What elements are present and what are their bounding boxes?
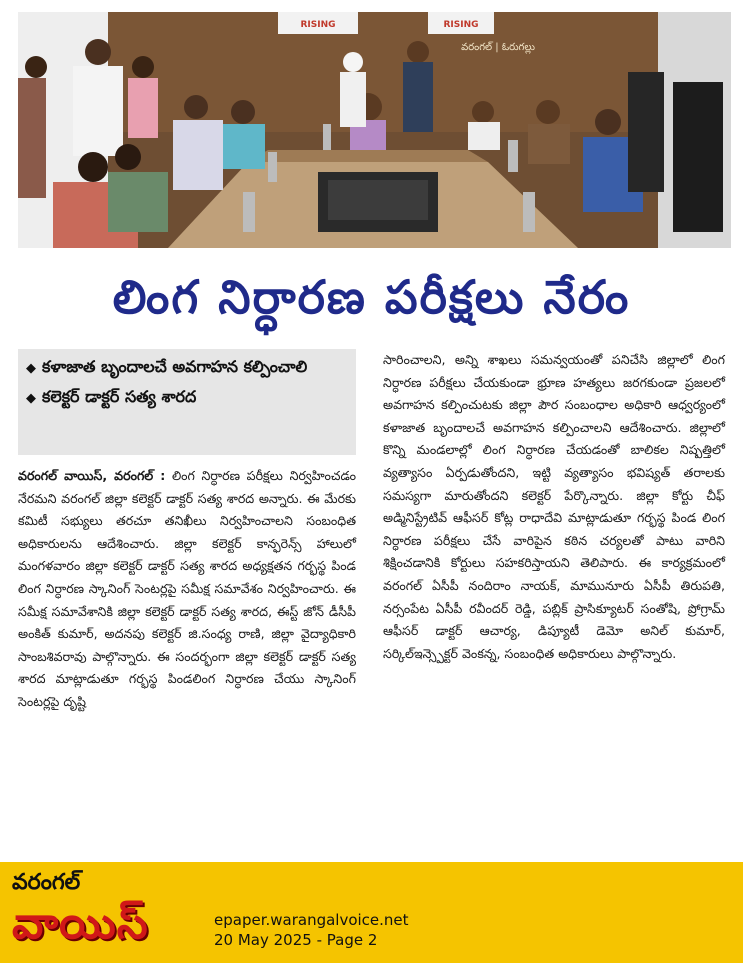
wall-text: వరంగల్ | ఓరుగల్లు: [461, 42, 535, 53]
article-column-left: [18, 465, 356, 714]
banner-right-text: RISING: [443, 20, 479, 30]
logo-top-text: వరంగల్: [12, 870, 81, 895]
banner-left-text: RISING: [300, 20, 336, 30]
logo-big-text: వాయిస్: [12, 898, 149, 949]
meeting-photo: [18, 12, 731, 248]
article-body-right: సారించాలని, అన్ని శాఖలు సమన్వయంతో పనిచేసి జిల్లాలో లింగ నిర్ధారణ పరీక్షలు చేయకుండా భ్రూణ హత్యలు జరగకుండా ప్రజలలో అవగాహన కల్పించుటకు జిల్లా పౌర సంబంధాల అధికారి ఆధ్వర్యంలో కళాజాత బృందాలచే అవగాహన కల్పించాలని ఆదేశించారు. జిల్లాలో కొన్ని మండలాల్లో లింగ నిర్ధారణ చేయడంతో బాలికల నిష్పత్తిలో వ్యత్యాసం ఏర్పడుతోందని, ఇట్టి వ్యత్యాసం భవిష్యత్ తరాలకు సమస్యగా మారుతోందని కలెక్టర్ పేర్కొన్నారు. జిల్లా కోర్టు చీఫ్ అడ్మినిస్ట్రేటివ్ ఆఫీసర్ కోట్ల రాధాదేవి మాట్లాడుతూ గర్భస్థ పిండ లింగ నిర్ధారణ పరీక్షలు చేసే వారిపైన కఠిన చర్యలతో పాటు వారిని శిక్షించడానికి కోర్టులు సహకరిస్తాయని తెలిపారు. ఈ కార్యక్రమంలో వరంగల్ ఏసీపీ నందిరాం నాయక్, మామునూరు ఏసీపీ తిరుపతి, నర్సంపేట ఏసీపీ రవీందర్ రెడ్డి, పబ్లిక్ ప్రాసిక్యూటర్ సంతోషి, ప్రోగ్రామ్ ఆఫీసర్ డాక్టర్ ఆచార్య, డిప్యూటీ డెమో అనిల్ కుమార్, సర్కిల్ఇన్స్పెక్టర్ వెంకన్న, సంబంధిత అధికారులు పాల్గొన్నారు.: [383, 352, 725, 661]
footer-site-url[interactable]: epaper.warangalvoice.net: [214, 911, 409, 929]
article-body-left: లింగ నిర్ధారణ పరీక్షలు నిర్వహించడం నేరమని వరంగల్ జిల్లా కలెక్టర్ డాక్టర్ సత్య శారద అన్నారు. ఈ మేరకు కమిటీ సభ్యులు తరచూ తనిఖీలు నిర్వహించాలని సంబంధిత అధికారులను ఆదేశించారు. జిల్లా కలెక్టర్ కాన్ఫరెన్స్ హాలులో మంగళవారం జిల్లా కలెక్టర్ డాక్టర్ సత్య శారద అధ్యక్షతన గర్భస్థ పిండ లింగ నిర్ధారణ స్కానింగ్ సెంటర్లపై సమీక్ష సమావేశం నిర్వహించారు. ఈ సమీక్ష సమావేశానికి జిల్లా కలెక్టర్ డాక్టర్ సత్య శారద, ఈస్ట్ జోన్ డీసీపీ అంకిత్ కుమార్, అదనపు కలెక్టర్ జి.సంధ్య రాణి, జిల్లా వైద్యాధికారి సాంబశివరావు పాల్గొన్నారు. ఈ సందర్భంగా జిల్లా కలెక్టర్ డాక్టర్ సత్య శారద మాట్లాడుతూ గర్భస్థ పిండలింగ నిర్ధారణ చేయు స్కానింగ్ సెంటర్లపై దృష్టి: [18, 468, 356, 709]
newspaper-logo: [12, 870, 202, 956]
footer-date-page: 20 May 2025 - Page 2: [214, 931, 378, 949]
subhead-point-1: ◆ కళాజాత బృందాలచే అవగాహన కల్పించాలి: [26, 353, 348, 383]
subhead-point-2: ◆ కలెక్టర్ డాక్టర్ సత్య శారద: [26, 383, 348, 413]
article-dateline: వరంగల్ వాయిస్, వరంగల్ :: [18, 468, 166, 483]
footer-site-info: [214, 910, 409, 950]
article-column-right: [383, 349, 725, 665]
article-headline: లింగ నిర్ధారణ పరీక్షలు నేరం: [112, 270, 631, 324]
subhead-box: [18, 349, 356, 455]
footer-bar: [0, 862, 743, 963]
